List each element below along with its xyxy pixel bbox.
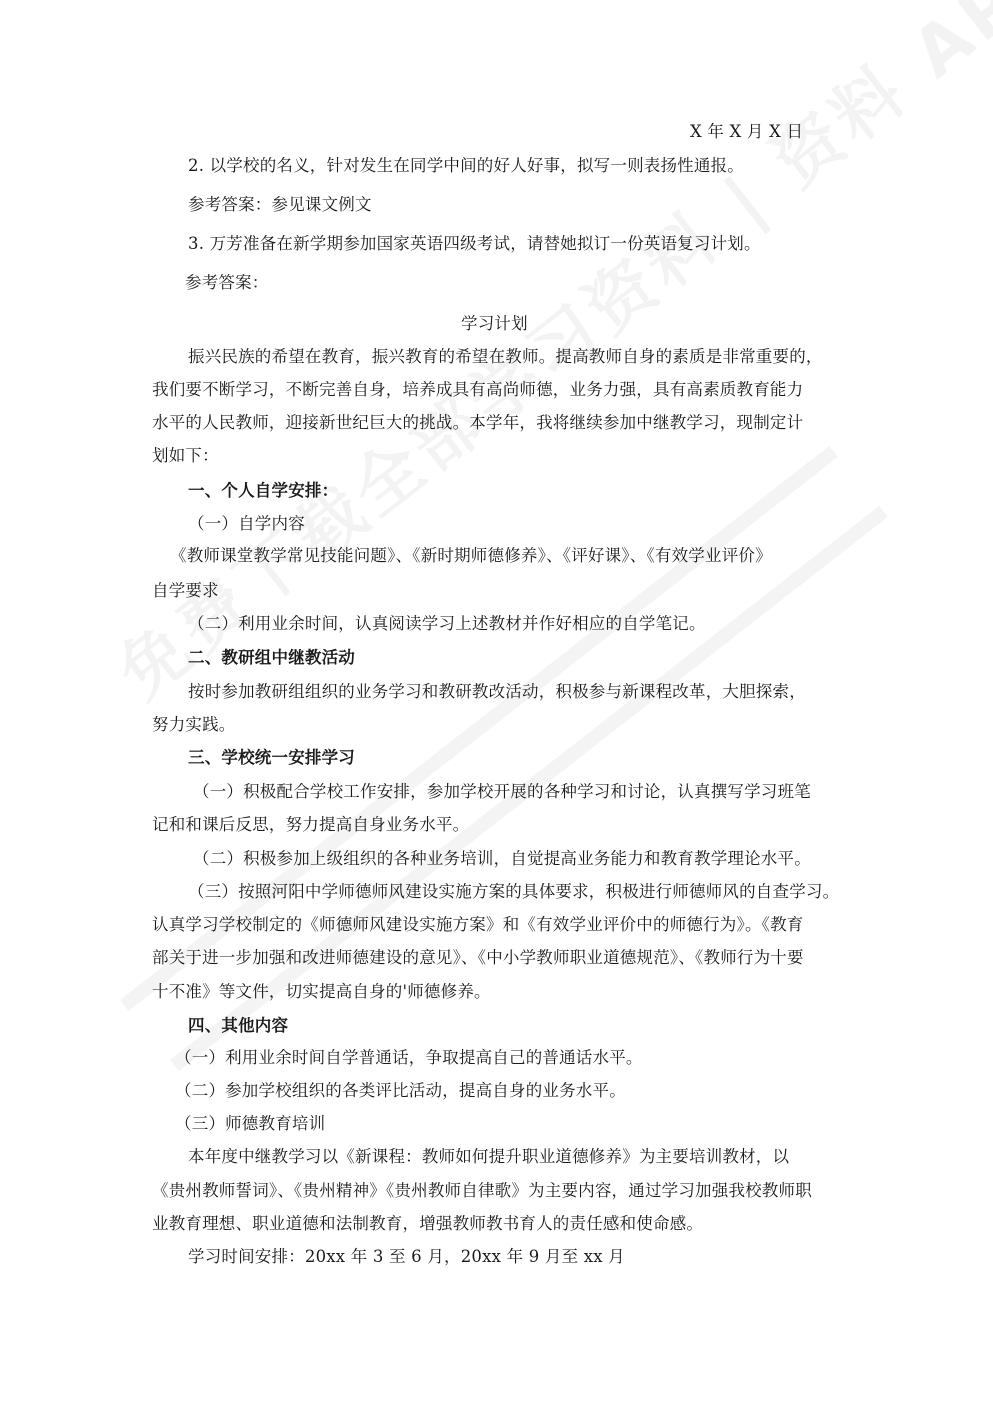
section-4-item-1: （一）利用业余时间自学普通话，争取提高自己的普通话水平。	[175, 1048, 643, 1067]
section-4-item-3: （三）师德教育培训	[175, 1114, 326, 1133]
section-3-item-1: 记和和课后反思，努力提高自身业务水平。	[152, 815, 470, 834]
plan-title: 学习计划	[461, 314, 528, 333]
section-4-heading: 四、其他内容	[188, 1016, 289, 1035]
question-2: 2. 以学校的名义，针对发生在同学中间的好人好事，拟写一则表扬性通报。	[188, 156, 744, 175]
section-4-item-2: （二）参加学校组织的各类评比活动，提高自身的业务水平。	[175, 1081, 626, 1100]
section-1-sub-1: （一）自学内容	[188, 514, 305, 533]
section-3-item-1: （一）积极配合学校工作安排，参加学校开展的各种学习和讨论，认真撰写学习班笔	[193, 782, 811, 801]
section-2-body: 努力实践。	[152, 715, 236, 734]
section-4-body: 《贵州教师誓词》、《贵州精神》《贵州教师自律歌》为主要内容，通过学习加强我校教师职	[152, 1181, 812, 1200]
question-3: 3. 万芳准备在新学期参加国家英语四级考试，请替她拟订一份英语复习计划。	[188, 234, 761, 253]
question-3-answer: 参考答案：	[185, 273, 269, 292]
section-3-item-2: （二）积极参加上级组织的各种业务培训，自觉提高业务能力和教育教学理论水平。	[193, 849, 811, 868]
section-3-heading: 三、学校统一安排学习	[188, 748, 355, 767]
section-3-item-3: （三）按照河阳中学师德师风建设实施方案的具体要求，积极进行师德师风的自查学习。	[188, 882, 840, 901]
section-1-sub-2: （二）利用业余时间，认真阅读学习上述教材并作好相应的自学笔记。	[188, 614, 706, 633]
section-2-body: 按时参加教研组组织的业务学习和教研教改活动，积极参与新课程改革，大胆探索，	[188, 682, 806, 701]
section-1-requirement: 自学要求	[152, 581, 219, 600]
section-3-item-3: 十不准》等文件，切实提高自身的'师德修养。	[152, 982, 491, 1001]
intro-line: 划如下：	[152, 446, 219, 465]
section-2-heading: 二、教研组中继教活动	[188, 648, 355, 667]
section-4-body: 业教育理想、职业道德和法制教育，增强教师教书育人的责任感和使命感。	[152, 1214, 704, 1233]
section-3-item-3: 认真学习学校制定的《师德师风建设实施方案》和《有效学业评价中的师德行为》。《教育	[152, 915, 804, 934]
section-3-item-3: 部关于进一步加强和改进师德建设的意见》、《中小学教师职业道德规范》、《教师行为十要	[152, 948, 804, 967]
intro-line: 我们要不断学习，不断完善自身，培养成具有高尚师德，业务力强，具有高素质教育能力	[152, 380, 804, 399]
intro-line: 振兴民族的希望在教育，振兴教育的希望在教师。提高教师自身的素质是非常重要的，	[188, 347, 823, 366]
section-1-heading: 一、个人自学安排：	[188, 481, 339, 500]
section-4-body: 本年度中继教学习以《新课程：教师如何提升职业道德修养》为主要培训教材，以	[188, 1147, 790, 1166]
question-2-answer: 参考答案：参见课文例文	[188, 195, 372, 214]
section-1-books: 《教师课堂教学常见技能问题》、《新时期师德修养》、《评好课》、《有效学业评价》	[170, 546, 772, 565]
intro-line: 水平的人民教师，迎接新世纪巨大的挑战。本学年，我将继续参加中继教学习，现制定计	[152, 413, 804, 432]
study-schedule: 学习时间安排：20xx 年 3 至 6 月，20xx 年 9 月至 xx 月	[188, 1247, 625, 1266]
date-line: X 年 X 月 X 日	[690, 122, 804, 141]
